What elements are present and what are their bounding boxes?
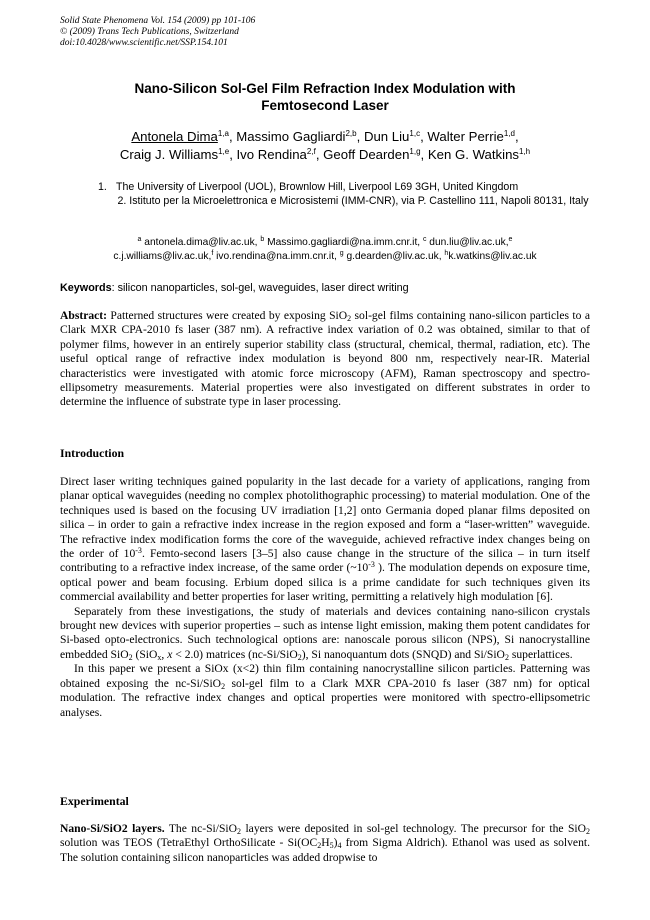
- email-line-1: $^a$ antonela.dima@liv.ac.uk, $^b$ Massimo.gagliardi@na.imm.cnr.it, $^c$ dun.liu@liv.ac.uk,$^e$: [137, 236, 513, 248]
- text-run: . Femto-second lasers [3–5] also cause change in the structure of the silica – in turn itself contributing to a refractive index increase, of the same order (~10: [60, 547, 591, 575]
- author-list: [60, 128, 590, 164]
- author-sup: 1,d: [503, 129, 515, 138]
- superscript: -3: [368, 560, 375, 570]
- author-name: Ken G. Watkins: [427, 147, 519, 162]
- abstract-label: Abstract:: [60, 309, 108, 322]
- text-run: layers were deposited in sol-gel technology. The precursor for the SiO: [241, 822, 586, 835]
- text-run: < 2.0) matrices (nc-Si/SiO: [172, 647, 298, 661]
- subscript: 4: [337, 841, 342, 851]
- email-sup: h: [444, 249, 449, 257]
- email-sup: c: [422, 236, 427, 243]
- email-sup: g: [339, 249, 344, 257]
- subscript: 2: [347, 314, 352, 323]
- subscript: 5: [329, 841, 334, 851]
- author-emails: [60, 236, 590, 263]
- superscript: -3: [135, 546, 142, 556]
- abstract-text: Patterned structures were created by exposing SiO: [107, 309, 348, 322]
- author-name: Dun Liu: [363, 129, 410, 144]
- author-name: Geoff Dearden: [323, 147, 410, 162]
- affiliation-1: [60, 181, 590, 195]
- experimental-body: [60, 822, 590, 865]
- text-run: ), Si nanoquantum dots (SNQD) and Si/SiO: [301, 647, 505, 661]
- author-sup: 1,c: [409, 129, 421, 138]
- text-run: solution was TEOS (TetraEthyl OrthoSilicate - Si(OC: [60, 836, 318, 850]
- subscript: 2: [297, 652, 302, 662]
- intro-paragraph-2: [60, 605, 590, 663]
- author-sup: 2,b: [345, 129, 357, 138]
- subscript: 2: [237, 827, 242, 836]
- text-run: from Sigma Aldrich). Ethanol was used as solvent. The solution containing silicon nanoparticles was added dropwise to: [60, 836, 590, 864]
- email-sup: e: [508, 236, 513, 243]
- email-link[interactable]: g.dearden@liv.ac.uk: [346, 250, 439, 262]
- subscript: 2: [128, 652, 133, 662]
- affiliation-number: 2.: [117, 194, 127, 207]
- text-run: sol-gel film to a Clark MXR CPA-2010 fs laser (387 nm) for optical modulation. The refractive index changes and optical properties were monitored with spectro-ellipsometric analyses.: [60, 676, 590, 719]
- author-sup: 1,h: [519, 147, 531, 156]
- italic-var: x: [167, 647, 173, 661]
- doi-line: doi:10.4028/www.scientific.net/SSP.154.101: [60, 38, 228, 48]
- subsection-label: Nano-Si/SiO2 layers.: [60, 822, 165, 835]
- subscript: 2: [317, 841, 322, 851]
- text-run: ). The modulation depends on exposure time, optical power and beam focusing. Erbium doped silica is a prime candidate for such techniques given its commercial availability and better properties for laser writing, permitting a relatively high modulation [6].: [60, 561, 590, 604]
- title-line-2: Femtosecond Laser: [261, 98, 389, 113]
- copyright-line: © (2009) Trans Tech Publications, Switzerland: [60, 27, 239, 37]
- abstract-text: sol-gel films containing nano-silicon particles to a Clark MXR CPA-2010 fs laser (387 nm). A refractive index variation of 0.2 was obtained, similar to that of polymer films, however in an entirely superior stability class (structural, chemical, thermal, radiation, etc). The useful optical range of refractive index modulation is beyond 800 nm, respectively near-IR. Material characteristics were investigated with atomic force microscopy (AFM), Raman spectroscopy and spectro-ellipsometry measurements. Material properties were also investigated on different substrates in order to determine the influence of substrate type in laser processing.: [60, 309, 590, 409]
- email-sup: b: [260, 236, 265, 243]
- author-line-2: Craig J. Williams$^{1,e}$, Ivo Rendina$^{2,f}$, Geoff Dearden$^{1,g}$, Ken G. Watkins$^{1,h}$: [119, 147, 531, 162]
- paper-title: [60, 80, 590, 114]
- keywords-label: Keywords: [60, 282, 112, 294]
- text-run: Direct laser writing techniques gained popularity in the last decade for a variety of applications, ranging from planar optical waveguides (needing no complex photolithographic processing) to material modulation. One of the techniques used is based on the focusing UV irradiation [1,2] onto Germania doped planar films deposited on silica – in order to gain a refractive index increase in the region exposed and form a “laser-written” waveguide. The refractive index modification forms the core of the waveguide, achieved refractive index changes being on the order of 10: [60, 475, 590, 561]
- email-link[interactable]: k.watkins@liv.ac.uk: [448, 250, 537, 262]
- subscript: 2: [585, 827, 590, 836]
- experimental-heading: Experimental: [60, 794, 129, 808]
- text-run: ,: [161, 647, 168, 661]
- author-name: Craig J. Williams: [119, 147, 219, 162]
- author-name: Antonela Dima: [131, 129, 218, 144]
- text-run: Separately from these investigations, the study of materials and devices containing nano-silicon crystals brought new devices with superior properties – such as intense light emission, making them potent candidates for Si-based opto-electronics. Such technological options are: nanoscale porous silicon (NPS), Si nanocrystalline embedded SiO: [60, 604, 590, 661]
- abstract: [60, 309, 590, 410]
- author-sup: 1,e: [218, 147, 230, 156]
- author-name: Ivo Rendina: [236, 147, 307, 162]
- author-name: Massimo Gagliardi: [236, 129, 346, 144]
- affiliation-number: 1.: [98, 181, 107, 193]
- email-sup: f: [211, 249, 214, 257]
- intro-paragraph-1: [60, 475, 590, 605]
- journal-header: [60, 16, 520, 49]
- text-run: The nc-Si/SiO: [164, 822, 238, 835]
- keywords: [60, 281, 590, 295]
- email-sup: a: [137, 236, 142, 243]
- journal-citation: Solid State Phenomena Vol. 154 (2009) pp 101-106: [60, 16, 256, 26]
- text-run: H: [321, 836, 330, 850]
- subscript: 2: [221, 681, 226, 691]
- text-run: (SiO: [132, 647, 158, 661]
- text-run: In this paper we present a SiOx (x<2) thin film containing nanocrystalline silicon particles. Patterning was obtained exposing the nc-Si/SiO: [60, 662, 590, 690]
- author-line-1: Antonela Dima$^{1,a}$, Massimo Gagliardi$^{2,b}$, Dun Liu$^{1,c}$, Walter Perrie$^{1,d}$,: [131, 129, 519, 144]
- introduction-heading: Introduction: [60, 446, 125, 460]
- author-name: Walter Perrie: [427, 129, 504, 144]
- affiliations: [60, 181, 590, 208]
- affiliation-text: The University of Liverpool (UOL), Brownlow Hill, Liverpool L69 3GH, United Kingdom: [116, 181, 519, 193]
- email-link[interactable]: ivo.rendina@na.imm.cnr.it: [216, 250, 335, 262]
- email-link[interactable]: c.j.williams@liv.ac.uk: [113, 250, 209, 262]
- author-sup: 1,a: [217, 129, 229, 138]
- introduction-body: [60, 475, 590, 720]
- subscript: 2: [504, 652, 509, 662]
- email-link[interactable]: Massimo.gagliardi@na.imm.cnr.it: [267, 237, 418, 248]
- email-link[interactable]: dun.liu@liv.ac.uk: [429, 237, 506, 248]
- keywords-text: : silicon nanoparticles, sol-gel, waveguides, laser direct writing: [111, 282, 409, 294]
- title-line-1: Nano-Silicon Sol-Gel Film Refraction Index Modulation with: [134, 81, 516, 96]
- author-sup: 2,f: [306, 147, 316, 156]
- intro-paragraph-3: [60, 662, 590, 720]
- subscript: x: [157, 652, 162, 662]
- author-sup: 1,g: [409, 147, 421, 156]
- email-line-2: c.j.williams@liv.ac.uk,$^f$ ivo.rendina@na.imm.cnr.it, $^g$ g.dearden@liv.ac.uk, $^h$k.watkins@liv.ac.uk: [113, 249, 537, 262]
- affiliation-2: [60, 195, 590, 209]
- text-run: ): [333, 836, 338, 850]
- affiliation-text: Istituto per la Microelettronica e Microsistemi (IMM-CNR), via P. Castellino 111, Napoli 80131, Italy: [129, 194, 589, 207]
- email-link[interactable]: antonela.dima@liv.ac.uk: [144, 237, 255, 248]
- text-run: superlattices.: [508, 647, 573, 661]
